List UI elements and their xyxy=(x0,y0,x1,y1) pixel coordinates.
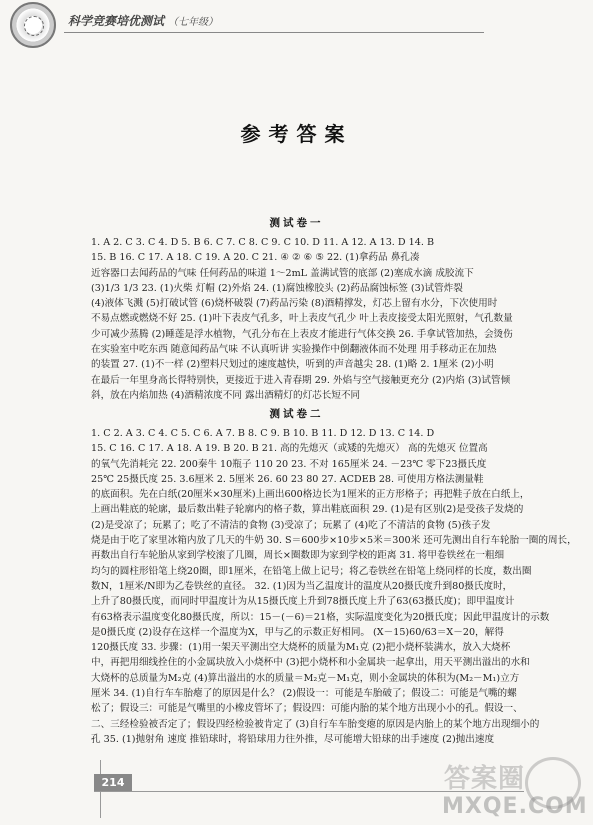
watermark-badge-icon xyxy=(525,757,581,809)
section-1-body xyxy=(91,235,522,403)
answer-line: 是0摄氏度 (2)设存在这样一个温度为X，甲与乙的示数正好相同。 (X－15)60/63＝X－20，解得 xyxy=(91,626,504,638)
answer-line: 中，再把用细线拴住的小金属块放入小烧杯中 (3)把小烧杯和小金属块一起拿出，用天平测出溢出的水和 xyxy=(91,657,530,669)
answer-line: 均匀的圆柱形铅笔上绕20圈，即1厘米，在铅笔上做上记号；将乙卷铁丝在铅笔上绕同样的长度，数出圈 xyxy=(91,565,532,577)
answer-line: 孔 35. (1)抛射角 速度 推铅球时，将铅球用力往外推，尽可能增大铅球的出手速度 (2)抛出速度 xyxy=(91,733,495,745)
watermark-url: MXQE.COM xyxy=(442,794,588,819)
answer-line: 1. A 2. C 3. C 4. D 5. B 6. C 7. C 8. C 9. C 10. D 11. A 12. A 13. D 14. B xyxy=(91,237,435,248)
competition-logo-icon xyxy=(10,2,56,48)
answer-line: (3)1/3 1/3 23. (1)火柴 灯帽 (2)外焰 24. (1)腐蚀橡胶头 (2)药品腐蚀标签 (3)试管炸裂 xyxy=(91,282,463,294)
answer-line: 数N，1厘米/N即为乙卷铁丝的直径。 32. (1)因为当乙温度计的温度从20摄氏度升到80摄氏度时， xyxy=(91,580,513,592)
footer-divider xyxy=(94,791,524,792)
answer-line: 15. B 16. C 17. A 18. C 19. A 20. C 21. ④ ② ⑥ ⑤ 22. (1)拿药品 鼻孔凑 xyxy=(91,252,420,264)
watermark-text: 答案圈 xyxy=(444,764,526,794)
answer-line: 的装置 27. (1)不一样 (2)塑料尺划过的速度越快，听到的声音越尖 28. (1)略 2. 1厘米 (2)小明 xyxy=(91,359,494,371)
logo-ring xyxy=(24,16,44,36)
header-divider xyxy=(64,32,484,33)
answer-line: 在实验室中吃东西 随意闻药品气味 不认真听讲 实验操作中倒翻液体而不处理 用手移动正在加热 xyxy=(91,344,497,356)
answer-line: 厘米 34. (1)自行车车胎瘪了的原因是什么？ (2)假设一：可能是车胎破了；假设二：可能是气嘴的螺 xyxy=(91,688,517,700)
page-header xyxy=(0,0,593,52)
answer-line: 上画出鞋底的轮廓，最后数出鞋子轮廓内的格子数，算出鞋底面积 29. (1)是有区别(2)是受孩子发烧的 xyxy=(91,504,524,516)
answer-line: 有63格表示温度变化80摄氏度，所以：15－(－6)＝21格，实际温度变化为20摄氏度；因此甲温度计的示数 xyxy=(91,611,550,623)
answer-line: (4)液体飞溅 (5)打破试管 (6)烧杯破裂 (7)药品污染 (8)酒精撑发，灯芯上留有水分，下次使用时 xyxy=(91,298,498,310)
section-title-2: 测试卷二 xyxy=(269,408,324,420)
page-title: 参考答案 xyxy=(240,122,353,146)
answer-line: 1. C 2. A 3. C 4. C 5. C 6. A 7. B 8. C 9. B 10. B 11. D 12. D 13. C 14. D xyxy=(91,428,435,439)
book-title-text: 科学竞赛培优测试 xyxy=(68,14,165,28)
answer-line: 斜，放在内焰加热 (4)酒精浓度不同 露出酒精灯的灯芯长短不同 xyxy=(91,389,361,401)
section-2-body xyxy=(91,426,577,747)
section-title-1: 测试卷一 xyxy=(269,217,324,229)
answer-line: 二、三经检验被否定了；假设四经检验被肯定了 (3)自行车车胎变瘪的原因是内胎上的某个地方出现细小的 xyxy=(91,718,540,730)
answer-line: 烧是由于吃了家里冰箱内放了几天的牛奶 30. S＝600步×10步×5米＝300米 还可先测出自行车轮胎一圈的周长， xyxy=(91,535,577,547)
answer-line: 25℃ 25摄氏度 25. 3.6厘米 2. 5厘米 26. 60 23 80 27. ACDEB 28. 可使用方格法测量鞋 xyxy=(91,473,484,485)
answer-line: 松了；假设三：可能是气嘴里的小橡皮管坏了；假设四：可能内胎的某个地方出现小小的孔。假设一、 xyxy=(91,703,523,715)
book-title xyxy=(68,12,218,29)
answer-line: 大烧杯的总质量为M₂克 (4)算出溢出的水的质量＝M₂克－M₁克，则小金属块的体积为(M₂－M₁)立方 xyxy=(91,672,520,684)
answer-line: 再数出自行车轮胎从家到学校滚了几圈，周长×圈数即为家到学校的距离 31. 将甲卷铁丝在一粗细 xyxy=(91,550,505,562)
answer-line: 少可减少蒸腾 (2)睡莲是浮水植物，气孔分布在上表皮才能进行气体交换 26. 手拿试管加热，会烫伤 xyxy=(91,328,513,340)
watermark xyxy=(440,752,588,822)
answer-line: 在最后一年里身高长得特别快，更接近于进入青春期 29. 外焰与空气接触更充分 (2)内焰 (3)试管倾 xyxy=(91,374,511,386)
answer-line: 120摄氏度 33. 步骤：(1)用一架天平测出空大烧杯的质量为M₁克 (2)把小烧杯装满水，放入大烧杯 xyxy=(91,642,511,654)
answer-line: 近容器口去闻药品的气味 任何药品的味道 1～2mL 盖满试管的底部 (2)塞成水滴 成胶流下 xyxy=(91,267,474,279)
answer-line: 不易点燃或燃烧不好 25. (1)叶下表皮气孔多，叶上表皮气孔少 叶上表皮接受太阳光照射，气孔数量 xyxy=(91,313,513,325)
answer-line: 的氧气先消耗完 22. 200秦牛 10瓶子 110 20 23. 不对 165厘米 24. －23℃ 零下23摄氏度 xyxy=(91,458,487,470)
answer-line: 上升了80摄氏度，而同时甲温度计为从15摄氏度上升到78摄氏度上升了63(63摄氏度)；即甲温度计 xyxy=(91,596,515,608)
book-grade: （七年级） xyxy=(168,17,219,28)
page-number: 214 xyxy=(94,774,132,792)
answer-line: 15. C 16. C 17. A 18. A 19. B 20. B 21. 高的先熄灭（或矮的先熄灭） 高的先熄灭 位置高 xyxy=(91,443,488,455)
answer-line: 的底面积。先在白纸(20厘米×30厘米)上画出600格边长为1厘米的正方形格子；再把鞋子放在白纸上， xyxy=(91,489,530,501)
answer-line: (2)是受凉了；玩累了；吃了不清洁的食物 (3)受凉了；玩累了 (4)吃了不清洁的食物 (5)孩子发 xyxy=(91,519,491,531)
